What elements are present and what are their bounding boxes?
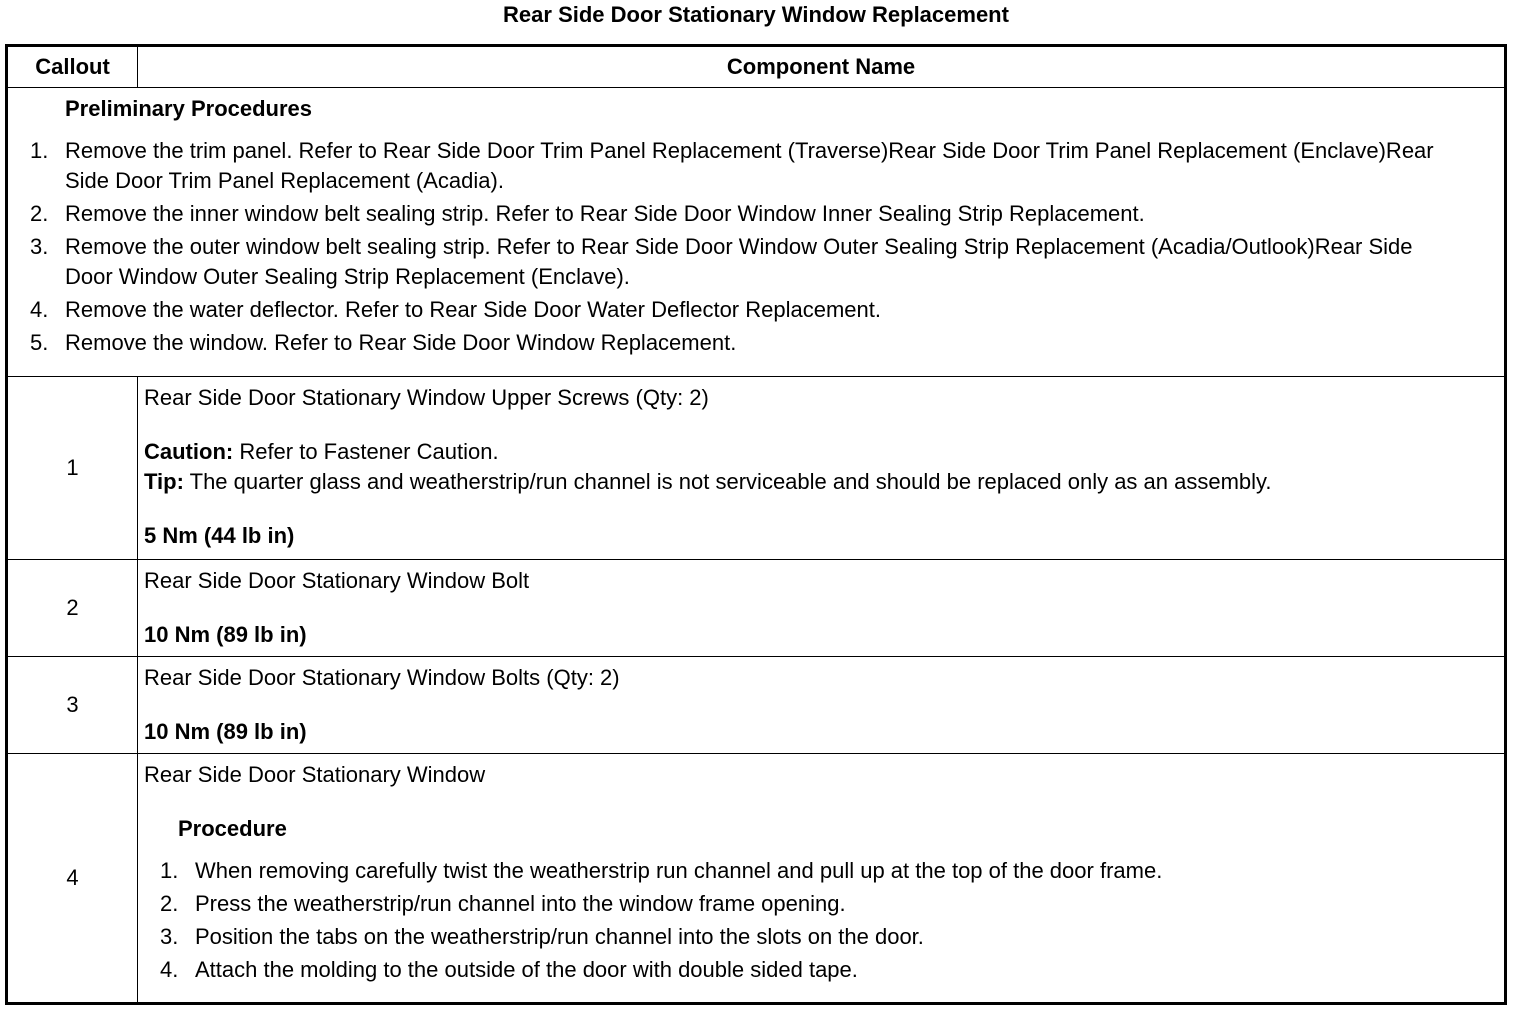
preliminary-heading: Preliminary Procedures bbox=[65, 96, 313, 121]
step-number: 2. bbox=[30, 201, 49, 226]
procedure-steps bbox=[160, 856, 1498, 985]
step-text: Remove the window. Refer to Rear Side Door Window Replacement. bbox=[65, 330, 737, 355]
table-row bbox=[7, 377, 1506, 560]
caution-text: Refer to Fastener Caution. bbox=[233, 439, 499, 464]
component-name: Rear Side Door Stationary Window Bolts (Qty: 2) bbox=[144, 665, 620, 690]
step-number: 5. bbox=[30, 330, 49, 355]
tip-note bbox=[144, 467, 1498, 497]
list-item bbox=[160, 922, 1498, 952]
table-row bbox=[7, 657, 1506, 754]
component-name: Rear Side Door Stationary Window Upper Screws (Qty: 2) bbox=[144, 385, 709, 410]
preliminary-cell bbox=[7, 88, 1506, 377]
callout-number: 1 bbox=[7, 377, 138, 560]
step-number: 4. bbox=[160, 957, 179, 982]
table-header-row bbox=[7, 46, 1506, 88]
step-text: Remove the inner window belt sealing strip. Refer to Rear Side Door Window Inner Sealing Strip Replacement. bbox=[65, 201, 1145, 226]
step-text: Remove the trim panel. Refer to Rear Side Door Trim Panel Replacement (Traverse)Rear Side Door Trim Panel Replacement (Enclave)Rear Side Door Trim Panel Replacement (Acadia). bbox=[65, 138, 1434, 193]
component-cell bbox=[138, 657, 1506, 754]
component-table bbox=[5, 44, 1507, 1005]
step-number: 3. bbox=[30, 234, 49, 259]
step-number: 1. bbox=[30, 138, 49, 163]
component-cell bbox=[138, 377, 1506, 560]
torque-spec: 5 Nm (44 lb in) bbox=[144, 523, 295, 548]
list-item bbox=[30, 136, 1504, 196]
component-name: Rear Side Door Stationary Window Bolt bbox=[144, 568, 530, 593]
component-cell bbox=[138, 560, 1506, 657]
list-item bbox=[160, 889, 1498, 919]
step-text: Position the tabs on the weatherstrip/run channel into the slots on the door. bbox=[195, 924, 924, 949]
step-text: Remove the outer window belt sealing strip. Refer to Rear Side Door Window Outer Sealing Strip Replacement (Acadia/Outlook)Rear Side Door Window Outer Sealing Strip Replacement (Enclave). bbox=[65, 234, 1413, 289]
step-number: 2. bbox=[160, 891, 179, 916]
callout-number: 3 bbox=[7, 657, 138, 754]
component-cell bbox=[138, 754, 1506, 1004]
step-text: Remove the water deflector. Refer to Rear Side Door Water Deflector Replacement. bbox=[65, 297, 881, 322]
page-title: Rear Side Door Stationary Window Replacement bbox=[503, 2, 1009, 27]
header-component-name: Component Name bbox=[138, 46, 1506, 88]
step-number: 3. bbox=[160, 924, 179, 949]
step-text: Press the weatherstrip/run channel into the window frame opening. bbox=[195, 891, 846, 916]
step-text: Attach the molding to the outside of the door with double sided tape. bbox=[195, 957, 858, 982]
step-number: 4. bbox=[30, 297, 49, 322]
list-item bbox=[30, 232, 1504, 292]
tip-text: The quarter glass and weatherstrip/run channel is not serviceable and should be replaced only as an assembly. bbox=[183, 469, 1272, 494]
component-name: Rear Side Door Stationary Window bbox=[144, 762, 486, 787]
torque-spec: 10 Nm (89 lb in) bbox=[144, 622, 307, 647]
step-number: 1. bbox=[160, 858, 179, 883]
list-item bbox=[30, 295, 1504, 325]
callout-number: 2 bbox=[7, 560, 138, 657]
torque-spec: 10 Nm (89 lb in) bbox=[144, 719, 307, 744]
tip-label: Tip: bbox=[144, 469, 184, 494]
callout-number: 4 bbox=[7, 754, 138, 1004]
procedure-heading: Procedure bbox=[178, 816, 287, 841]
preliminary-steps bbox=[30, 136, 1504, 358]
preliminary-row bbox=[7, 88, 1506, 377]
table-row bbox=[7, 754, 1506, 1004]
list-item bbox=[160, 856, 1498, 886]
caution-label: Caution: bbox=[144, 439, 234, 464]
list-item bbox=[160, 955, 1498, 985]
step-text: When removing carefully twist the weatherstrip run channel and pull up at the top of the door frame. bbox=[195, 858, 1163, 883]
list-item bbox=[30, 199, 1504, 229]
header-callout: Callout bbox=[7, 46, 138, 88]
table-row bbox=[7, 560, 1506, 657]
list-item bbox=[30, 328, 1504, 358]
caution-note bbox=[144, 437, 1498, 467]
